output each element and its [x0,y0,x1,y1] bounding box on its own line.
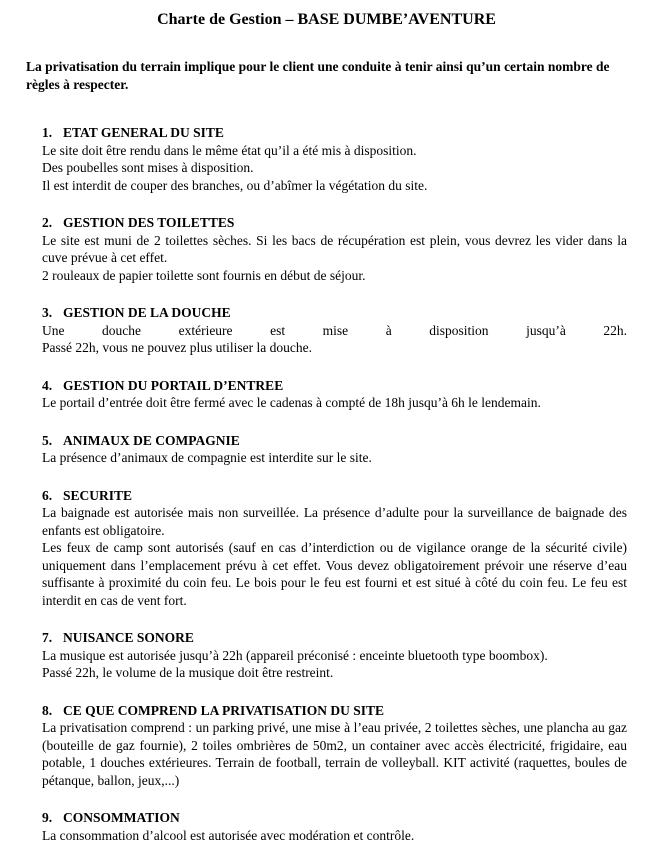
rule-paragraph: La privatisation comprend : un parking privé, une mise à l’eau privée, 2 toilettes sèches, une plancha au gaz (bouteille de gaz fournie), 2 toiles ombrières de 50m2, un container avec accès électricité, frigidaire, eau potable, 1 douches extérieures. Terrain de football, terrain de volleyball. KIT activité (raquettes, boules de pétanque, ballon, jeux,...) [42,720,627,788]
rule-heading [42,214,627,232]
rule-title: SECURITE [63,487,133,503]
rule-paragraph: Une douche extérieure est mise à disposition jusqu’à 22h. [42,322,627,338]
rules-list [42,124,627,844]
rule-number: 1. [42,125,53,140]
rule-paragraph: La musique est autorisée jusqu’à 22h (appareil préconisé : enceinte bluetooth type boombox). [42,647,548,663]
rule-heading [42,629,627,647]
rule-paragraph: La consommation d’alcool est autorisée avec modération et contrôle. [42,827,415,843]
rule-section [42,432,627,467]
rule-paragraph: Des poubelles sont mises à disposition. [42,160,254,175]
intro-paragraph: La privatisation du terrain implique pour le client une conduite à tenir ainsi qu’un certain nombre de règles à respecter. [26,59,610,92]
rule-title: GESTION DE LA DOUCHE [63,305,231,320]
rule-paragraph: Il est interdit de couper des branches, ou d’abîmer la végétation du site. [42,177,428,193]
rule-paragraph: Passé 22h, vous ne pouvez plus utiliser la douche. [42,340,312,355]
document-title: Charte de Gestion – BASE DUMBE’AVENTURE [157,11,496,28]
rule-title: CE QUE COMPREND LA PRIVATISATION DU SITE [63,702,385,718]
rule-section [42,377,627,412]
rule-paragraph: Le portail d’entrée doit être fermé avec le cadenas à compté de 18h jusqu’à 6h le lendemain. [42,395,541,410]
rule-number: 9. [42,810,53,825]
rule-paragraph: La baignade est autorisée mais non surveillée. La présence d’adulte pour la surveillance de baignade des enfants est obligatoire. [42,505,627,538]
rule-heading [42,304,627,322]
rule-title: ANIMAUX DE COMPAGNIE [63,432,240,448]
rule-heading [42,702,627,720]
rule-number: 4. [42,377,53,393]
rule-section [42,487,627,610]
rule-heading [42,487,627,505]
rule-title: CONSOMMATION [63,810,180,825]
rule-title: NUISANCE SONORE [63,630,194,645]
rule-section [42,124,627,194]
rule-heading [42,124,627,142]
rule-title: GESTION DES TOILETTES [63,215,235,230]
rule-number: 5. [42,432,53,448]
rule-paragraph: 2 rouleaux de papier toilette sont fournis en début de séjour. [42,267,366,283]
rule-number: 2. [42,215,53,230]
rule-title: GESTION DU PORTAIL D’ENTREE [63,377,284,393]
rule-section [42,809,627,844]
rule-paragraph: Passé 22h, le volume de la musique doit être restreint. [42,665,334,680]
rule-paragraph: Le site doit être rendu dans le même état qu’il a été mis à disposition. [42,142,417,158]
rule-paragraph: Les feux de camp sont autorisés (sauf en cas d’interdiction ou de vigilance orange de la sécurité civile) uniquement dans l’emplacement prévu à cet effet. Vous devez obligatoirement prévoir une réserve d’eau suffisante à proximité du coin feu. Le bois pour le feu est fourni et est situé à côté du coin feu. Le feu est interdit en cas de vent fort. [42,540,627,608]
rule-section [42,214,627,284]
rule-number: 7. [42,630,53,645]
rule-heading [42,432,627,450]
rule-paragraph: Le site est muni de 2 toilettes sèches. Si les bacs de récupération est plein, vous devrez les vider dans la cuve prévue à cet effet. [42,232,627,265]
rule-heading [42,809,627,827]
rule-section [42,702,627,790]
rule-section [42,629,627,682]
rule-number: 6. [42,487,53,503]
rule-heading [42,377,627,395]
rule-number: 8. [42,702,53,718]
rule-paragraph: La présence d’animaux de compagnie est interdite sur le site. [42,450,372,465]
rule-title: ETAT GENERAL DU SITE [63,125,224,140]
rule-number: 3. [42,305,53,320]
rule-section [42,304,627,357]
